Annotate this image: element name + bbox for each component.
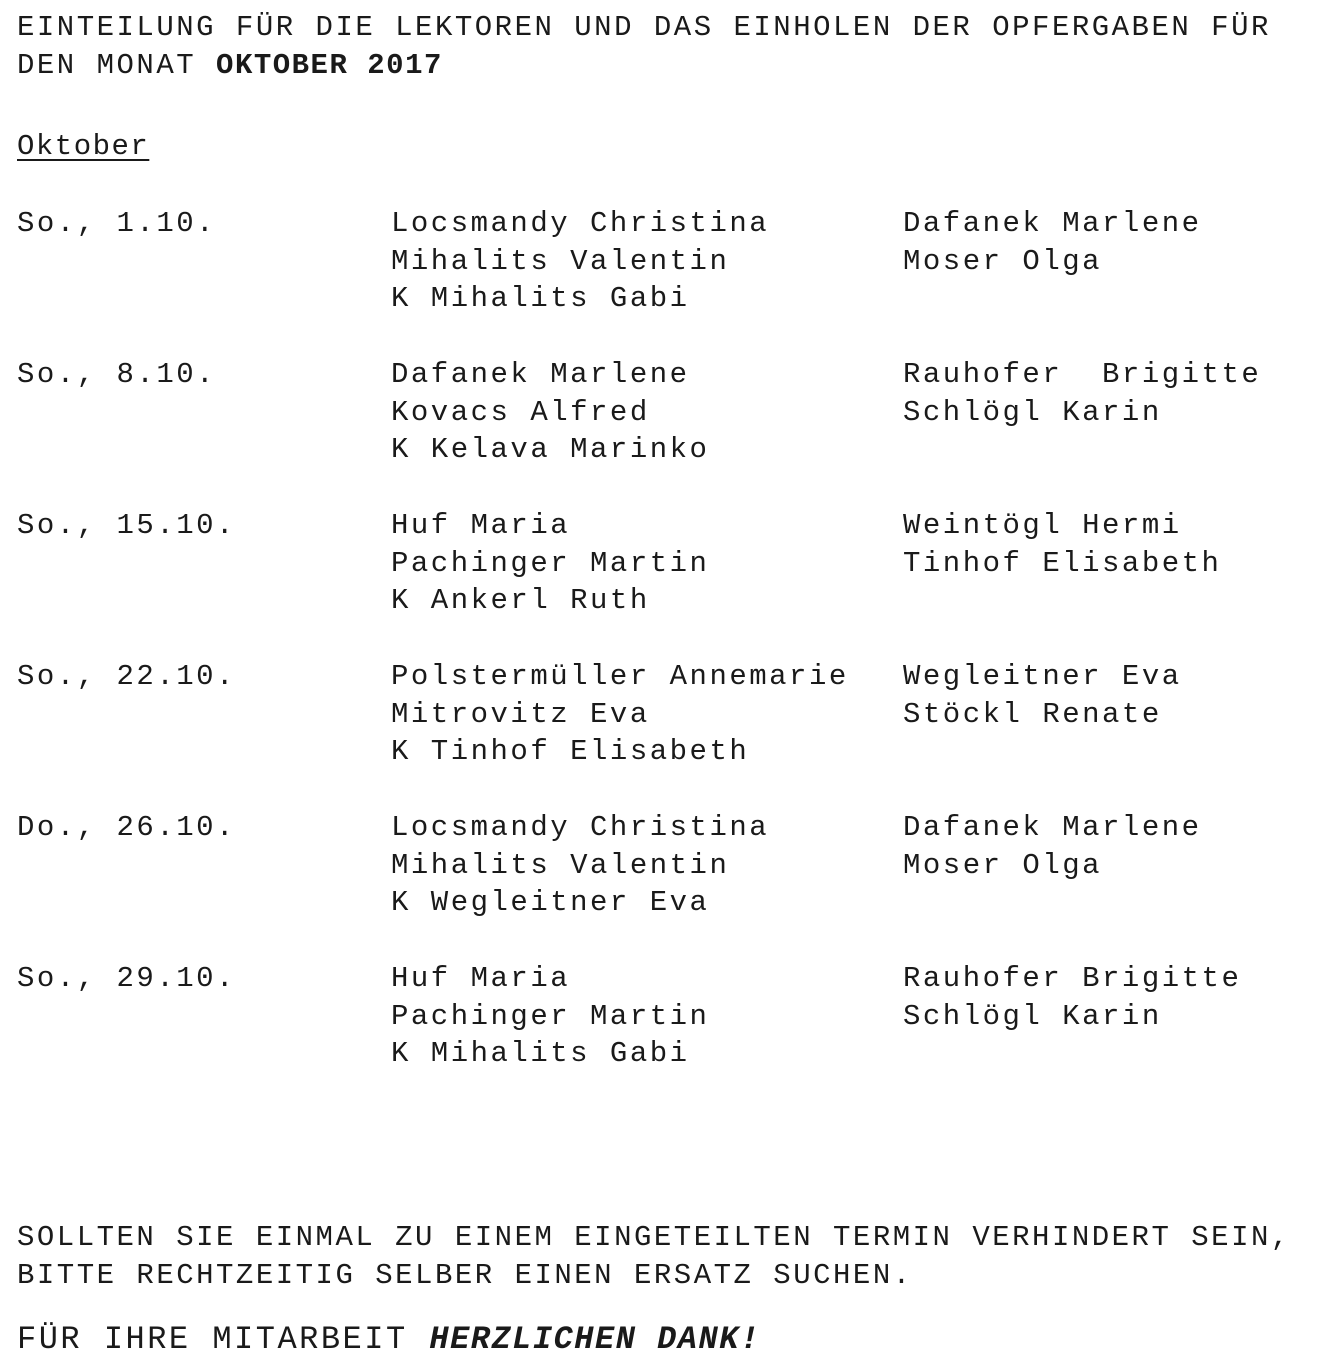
offering-name: Rauhofer Brigitte (903, 358, 1262, 391)
lector-name: Dafanek Marlene (391, 358, 690, 391)
entry-date: So., 29.10. (17, 962, 236, 995)
schedule-entry (0, 960, 1323, 1111)
lector-name: K Tinhof Elisabeth (391, 735, 750, 768)
footer-note: SOLLTEN SIE EINMAL ZU EINEM EINGETEILTEN TERMIN VERHINDERT SEIN, BITTE RECHTZEITIG SELBER EINEN ERSATZ SUCHEN. (17, 1221, 1291, 1292)
schedule-entry (0, 356, 1323, 507)
lector-name: Mihalits Valentin (391, 244, 730, 278)
offering-column (903, 205, 1202, 280)
offering-name: Schlögl Karin (903, 999, 1162, 1033)
lector-name: Mitrovitz Eva (391, 697, 650, 731)
lector-name: Polstermüller Annemarie (391, 660, 849, 693)
lectors-column (391, 356, 709, 469)
lectors-column (391, 960, 709, 1073)
offering-name: Dafanek Marlene (903, 207, 1202, 240)
thanks-prefix: FÜR IHRE MITARBEIT (17, 1321, 430, 1358)
schedule-entry (0, 507, 1323, 658)
schedule-list (0, 205, 1323, 1111)
lector-name: Locsmandy Christina (391, 207, 770, 240)
lectors-column (391, 507, 709, 620)
lector-name: Kovacs Alfred (391, 395, 650, 429)
month-heading: Oktober (17, 130, 150, 163)
offering-column (903, 507, 1221, 582)
lector-name: Mihalits Valentin (391, 848, 730, 882)
title-text: EINTEILUNG FÜR DIE LEKTOREN UND DAS EINHOLEN DER OPFERGABEN FÜR DEN MONAT (17, 11, 1271, 82)
lector-name: K Wegleitner Eva (391, 886, 710, 919)
schedule-entry (0, 205, 1323, 356)
lector-name: Pachinger Martin (391, 999, 710, 1033)
document-title (17, 9, 1307, 85)
lector-name: Pachinger Martin (391, 546, 710, 580)
offering-name: Moser Olga (903, 244, 1103, 278)
offering-name: Schlögl Karin (903, 395, 1162, 429)
offering-column (903, 960, 1241, 1035)
lector-name: K Mihalits Gabi (391, 282, 690, 315)
lector-name: K Mihalits Gabi (391, 1037, 690, 1070)
entry-date: So., 22.10. (17, 660, 236, 693)
lector-name: K Kelava Marinko (391, 433, 710, 466)
lectors-column (391, 809, 769, 922)
entry-date: So., 8.10. (17, 358, 217, 391)
lector-name: Huf Maria (391, 962, 571, 995)
offering-column (903, 809, 1202, 884)
offering-name: Wegleitner Eva (903, 660, 1182, 693)
offering-name: Weintögl Hermi (903, 509, 1182, 542)
title-month: OKTOBER 2017 (216, 49, 443, 82)
offering-column (903, 356, 1261, 431)
lector-name: K Ankerl Ruth (391, 584, 650, 617)
offering-name: Stöckl Renate (903, 697, 1162, 731)
lector-name: Locsmandy Christina (391, 811, 770, 844)
offering-name: Tinhof Elisabeth (903, 546, 1222, 580)
entry-date: So., 15.10. (17, 509, 236, 542)
thanks-bold: HERZLICHEN DANK! (429, 1321, 761, 1358)
schedule-entry (0, 809, 1323, 960)
offering-name: Dafanek Marlene (903, 811, 1202, 844)
lectors-column (391, 205, 769, 318)
schedule-entry (0, 658, 1323, 809)
entry-date: So., 1.10. (17, 207, 217, 240)
lector-name: Huf Maria (391, 509, 571, 542)
thanks-line (17, 1320, 761, 1360)
lectors-column (391, 658, 849, 771)
offering-column (903, 658, 1182, 733)
offering-name: Moser Olga (903, 848, 1103, 882)
entry-date: Do., 26.10. (17, 811, 236, 844)
offering-name: Rauhofer Brigitte (903, 962, 1242, 995)
